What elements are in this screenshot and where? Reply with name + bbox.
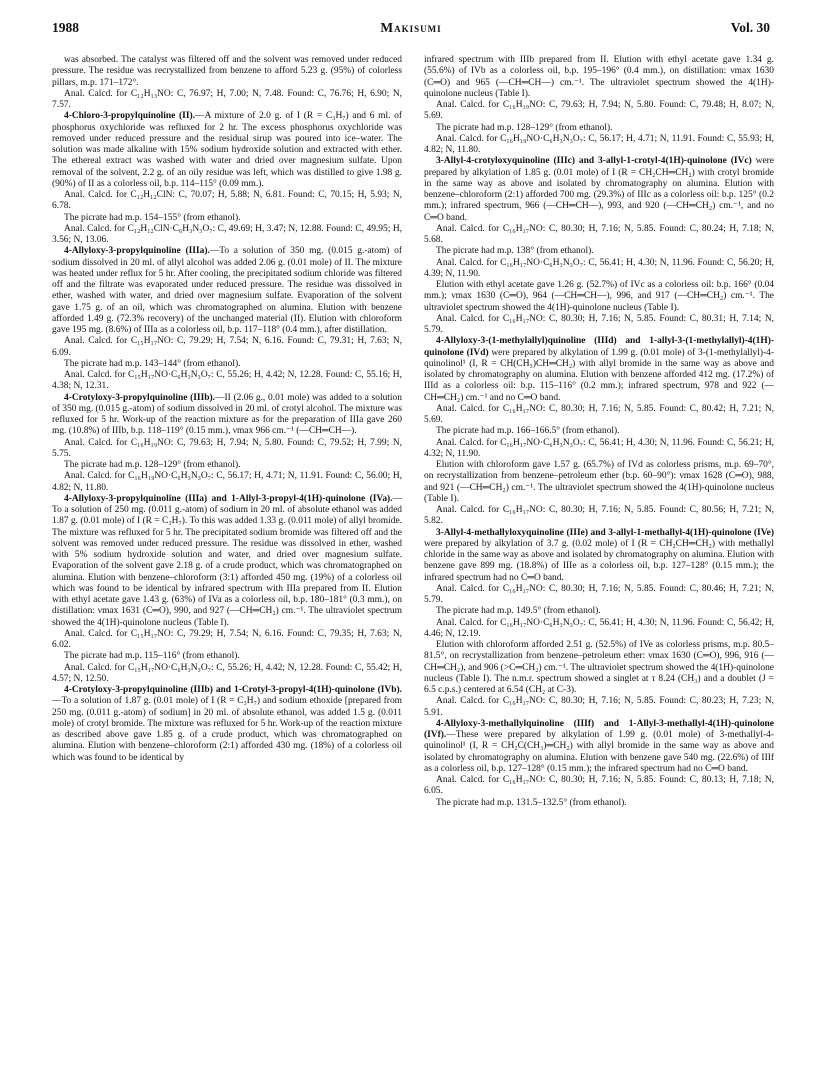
paragraph-text: were prepared by alkylation of 1.85 g. (0.01 mole) of I (R = CH₂CH═CH₂) with crotyl bromide in the same way as above and isolated by chromatography on alumina. Elution with benzene–chloroform (2:1) afforded 700 mg. (29.3%) of IIIc as a colorless oil: b.p. 125° (0.2 mm.); infrared spectrum, 966 (—CH═CH—), 993, and 920 (—CH═CH₂) cm.⁻¹, and no C═O band. [424, 156, 774, 223]
paragraph-text: was absorbed. The catalyst was filtered off and the solvent was removed under reduced pressure. The residue was recrystallized from benzene to afford 5.23 g. (95%) of colorless pillars, m.p. 171–172°. [52, 55, 402, 88]
paragraph-text: Anal. Calcd. for C₁₂H₁₂ClN: C, 70.07; H, 5.88; N, 6.81. Found: C, 70.15; H, 5.93; N, 6.78. [52, 190, 402, 212]
volume-label: Vol. 30 [730, 20, 770, 35]
paragraph [52, 651, 402, 662]
paragraph-text: Anal. Calcd. for C₁₆H₁₉NO·C₆H₃N₃O₇: C, 56.17; H, 4.71; N, 11.91. Found: C, 56.00; H, 4.82; N, 11.80. [52, 471, 402, 493]
paragraph-text: Anal. Calcd. for C₁₆H₁₇NO: C, 80.30; H, 7.16; N, 5.85. Found: C, 80.42; H, 7.21; N, 5.69. [424, 403, 774, 425]
paragraph-text: The picrate had m.p. 138° (from ethanol). [436, 246, 594, 257]
paragraph-heading: 4-Allyloxy-3-propylquinoline (IIIa) and 1-Allyl-3-propyl-4(1H)-quinolone (IVa). [64, 493, 393, 504]
paragraph-text: —To a solution of 1.87 g. (0.01 mole) of I (R = C₃H₇) and sodium ethoxide [prepared from 250 mg. (0.011 g.-atom) of sodium] in 20 ml. of absolute ethanol, was added 1.5 g. (0.011 mole) of crotyl bromide. The mixture was refluxed for 5 hr. Work-up of the reaction mixture as described above gave 1.85 g. of a crude product, which was chromatographed on alumina. Elution with benzene–chloroform (2:1) afforded 430 mg. (18%) of a colorless oil which was found to be identical by [52, 696, 402, 763]
paragraph-heading: 4-Chloro-3-propylquinoline (II). [64, 111, 196, 122]
paragraph-text: were prepared by alkylation of 1.99 g. (0.01 mole) of 3-(1-methylallyl)-4-quinolinol¹ (I, R = CH(CH₃)CH═CH₂) with allyl bromide in the same way as above and isolated by chromatography on alumina. Elution with benzene afforded 412 mg. (17.2%) of IIId as a colorless oil: b.p. 115–116° (0.2 mm.); infrared spectrum, 978 and 922 (—CH═CH₂) cm.⁻¹ and no C═O band. [424, 347, 774, 403]
paragraph [52, 111, 402, 190]
paragraph [424, 224, 774, 247]
paragraph [424, 640, 774, 696]
page-header [52, 20, 770, 40]
paragraph [424, 123, 774, 134]
paragraph-text: infrared spectrum with IIIb prepared from II. Elution with ethyl acetate gave 1.34 g. (55.6%) of IVb as a colorless oil, b.p. 195–196° (0.4 mm.), on distillation: νmax 1630 (C═O) and 965 (—CH═CH—) cm.⁻¹. The ultraviolet spectrum showed the 4(1H)-quinolone nucleus (Table I). [424, 55, 774, 99]
paragraph [424, 246, 774, 257]
paragraph [424, 258, 774, 281]
text-columns [52, 55, 774, 1055]
paragraph-text: Anal. Calcd. for C₁₅H₁₇NO·C₆H₃N₃O₇: C, 55.26; H, 4.42; N, 12.28. Found: C, 55.42; H, 4.57; N, 12.50. [52, 662, 402, 684]
paragraph [52, 370, 402, 393]
paragraph-text: Anal. Calcd. for C₁₆H₁₇NO: C, 80.30; H, 7.16; N, 5.85. Found: C, 80.13; H, 7.18; N, 6.05. [424, 775, 774, 797]
paragraph-text: Anal. Calcd. for C₁₆H₁₇NO: C, 80.30; H, 7.16; N, 5.85. Found: C, 80.31; H, 7.14; N, 5.79. [424, 313, 774, 335]
paragraph-heading: 4-Allyloxy-3-methallylquinoline (IIIf) and 1-Allyl-3-methallyl-4(1H)-quinolone (IVf). [424, 718, 774, 740]
paragraph [52, 246, 402, 336]
paragraph-text: were prepared by alkylation of 3.7 g. (0.02 mole) of I (R = CH₂CH═CH₂) with methallyl chloride in the same way as above and isolated by chromatography on alumina. Elution with benzene gave 899 mg. (18.8%) of IIIe as a colorless oil, b.p. 127–128° (0.15 mm.); the infrared spectrum had no C═O band. [424, 538, 774, 583]
paragraph [424, 280, 774, 314]
paragraph-heading: 3-Allyl-4-crotyloxyquinoline (IIIc) and 3-allyl-1-crotyl-4(1H)-quinolone (IVc) [436, 156, 752, 167]
paragraph [52, 224, 402, 247]
paragraph-text: The picrate had m.p. 166–166.5° (from ethanol). [436, 426, 620, 437]
paragraph [52, 494, 402, 629]
paragraph [424, 100, 774, 123]
paragraph-text: Anal. Calcd. for C₁₆H₁₉NO·C₆H₃N₃O₇: C, 56.17; H, 4.71; N, 11.91. Found: C, 55.93; H, 4.82; N, 11.80. [424, 133, 774, 155]
paragraph [424, 460, 774, 505]
paragraph-text: The picrate had m.p. 154–155° (from ethanol). [64, 212, 241, 223]
paragraph-text: Anal. Calcd. for C₁₆H₁₇NO: C, 80.30; H, 7.16; N, 5.85. Found: C, 80.56; H, 7.21; N, 5.82. [424, 505, 774, 527]
right-column [424, 55, 774, 1055]
paragraph-text: Elution with chloroform gave 1.57 g. (65.7%) of IVd as colorless prisms, m.p. 69–70°, on recrystallization from benzene–petroleum ether (b.p. 60–90°): νmax 1628 (C═O), 988, and 921 (—CH═CH₂) cm.⁻¹. The ultraviolet spectrum showed the 4(1H)-quinolone nucleus (Table I). [424, 460, 774, 504]
paragraph-heading: 4-Crotyloxy-3-propylquinoline (IIIb) and 1-Crotyl-3-propyl-4(1H)-quinolone (IVb). [64, 685, 402, 695]
paragraph [424, 798, 774, 809]
paragraph-text: The picrate had m.p. 128–129° (from ethanol). [64, 460, 241, 470]
paragraph [424, 156, 774, 224]
paragraph-text: Anal. Calcd. for C₁₆H₁₇NO·C₆H₃N₃O₇: C, 56.41; H, 4.30; N, 11.96. Found: C, 56.42; H, 4.46; N, 12.19. [424, 617, 774, 639]
paragraph-text: Anal. Calcd. for C₁₅H₁₇NO: C, 79.29; H, 7.54; N, 6.16. Found: C, 79.31; H, 7.63; N, 6.09. [52, 336, 402, 358]
paragraph-text: Anal. Calcd. for C₁₆H₁₉NO: C, 79.63; H, 7.94; N, 5.80. Found: C, 79.48; H, 8.07; N, 5.69. [424, 100, 774, 122]
paragraph [424, 606, 774, 617]
paragraph [52, 190, 402, 213]
paragraph-text: Anal. Calcd. for C₁₆H₁₇NO: C, 80.30; H, 7.16; N, 5.85. Found: C, 80.23; H, 7.23; N, 5.91. [424, 696, 774, 718]
paragraph [424, 775, 774, 798]
paragraph [52, 89, 402, 112]
paragraph-text: The picrate had m.p. 143–144° (from ethanol). [64, 358, 241, 369]
paragraph-text: Anal. Calcd. for C₁₆H₁₇NO·C₆H₃N₃O₇: C, 56.41; H, 4.30; N, 11.96. Found: C, 56.20; H, 4.39; N, 11.90. [424, 257, 774, 279]
paragraph-text: Anal. Calcd. for C₁₆H₁₇NO: C, 80.30; H, 7.16; N, 5.85. Found: C, 80.46; H, 7.21; N, 5.79. [424, 583, 774, 605]
paragraph-text: —To a solution of 250 mg. (0.011 g.-atom) of sodium in 20 ml. of absolute ethanol was added 1.87 g. (0.01 mole) of I (R = C₃H₇). To this was added 1.33 g. (0.011 mole) of allyl bromide. The mixture was refluxed for 5 hr. The precipitated sodium bromide was filtered off and the solvent was removed under reduced pressure. The residue was dissolved in ether, washed with 5% sodium hydroxide solution and water, and dried over magnesium sulfate. Evaporation of the solvent gave 2.18 g. of a crude product, which was chromatographed on alumina. Elution with benzene–chloroform (3:1) afforded 450 mg. (19%) of a colorless oil which was found to be identical by infrared spectrum with IIIa prepared from II. Elution with ethyl acetate gave 1.43 g. (63%) of IVa as a colorless oil, b.p. 180–181° (0.3 mm.), on distillation: νmax 1631 (C═O), 990, and 927 (—CH═CH₂) cm.⁻¹. The ultraviolet spectrum showed the 4(1H)-quinolone nucleus (Table I). [52, 493, 402, 628]
paragraph-text: Anal. Calcd. for C₁₂H₁₂ClN·C₆H₃N₃O₇: C, 49.69; H, 3.47; N, 12.88. Found: C, 49.95; H, 3.56; N, 13.06. [52, 223, 402, 245]
paragraph [52, 359, 402, 370]
paragraph [424, 336, 774, 404]
paragraph [424, 426, 774, 437]
paragraph [424, 404, 774, 427]
left-column [52, 55, 402, 1055]
paragraph-text: The picrate had m.p. 128–129° (from ethanol). [436, 122, 613, 133]
paragraph [52, 471, 402, 494]
paragraph-text: Anal. Calcd. for C₁₆H₁₉NO: C, 79.63; H, 7.94; N, 5.80. Found: C, 79.52; H, 7.99; N, 5.75. [52, 437, 402, 459]
paragraph [52, 685, 402, 764]
paragraph [424, 134, 774, 157]
page-number: 1988 [52, 20, 79, 35]
paragraph [424, 528, 774, 584]
paragraph-heading: 4-Allyloxy-3-(1-methylallyl)quinoline (IIId) and 1-allyl-3-(1-methylallyl)-4(1H)-quinolone (IVd) [424, 336, 774, 358]
paragraph [424, 314, 774, 337]
paragraph [52, 663, 402, 686]
paragraph-text: Elution with chloroform afforded 2.51 g. (52.5%) of IVe as colorless prisms, m.p. 80.5–81.5°, on recrystallization from benzene–petroleum ether: νmax 1630 (C═O), 996, 916 (—CH═CH₂), and 906 (>C═CH₂) cm.⁻¹. The ultraviolet spectrum showed the 4(1H)-quinolone nucleus (Table I). The n.m.r. spectrum showed a singlet at τ 8.24 (CH₃) and a doublet (J = 6.5 c.p.s.) centered at 6.54 (CH₂ at C-3). [424, 640, 774, 695]
paragraph-heading: 3-Allyl-4-methallyloxyquinoline (IIIe) and 3-allyl-1-methallyl-4(1H)-quinolone (IVe) [436, 527, 774, 538]
paragraph-text: —These were prepared by alkylation of 1.99 g. (0.01 mole) of 3-methallyl-4-quinolinol¹ (I, R = CH₂C(CH₃)═CH₂) with allyl bromide in the same way as above and isolated by chromatography on alumina. Elution with benzene gave 540 mg. (22.6%) of IIIf as a colorless oil, b.p. 127–128° (0.15 mm.); the infrared spectrum had no C═O band. [424, 730, 774, 774]
paragraph-text: Elution with ethyl acetate gave 1.26 g. (52.7%) of IVc as a colorless oil: b.p. 166° (0.04 mm.); νmax 1630 (C═O), 964 (—CH═CH—), 996, and 917 (—CH═CH₂) cm.⁻¹. The ultraviolet spectrum showed the 4(1H)-quinolone nucleus (Table I). [424, 280, 774, 313]
paragraph [52, 213, 402, 224]
paragraph-heading: 4-Allyloxy-3-propylquinoline (IIIa). [64, 246, 210, 257]
paragraph-text: The picrate had m.p. 131.5–132.5° (from ethanol). [436, 797, 627, 808]
paragraph-text: —To a solution of 350 mg. (0.015 g.-atom) of sodium dissolved in 20 ml. of allyl alcohol was added 2.06 g. (0.01 mole) of II. The mixture was heated under reflux for 5 hr. After cooling, the precipitated sodium chloride was filtered off and the filtrate was evaporated under reduced pressure. The residue was dissolved in ether, washed with water, and dried over magnesium sulfate. Evaporation of the solvent gave 1.75 g. of an oil, which was chromatographed on alumina. Elution with benzene afforded 1.49 g. (72.3% recovery) of the unchanged material (II). Elution with chloroform gave 195 mg. (8.6%) of IIIa as a colorless oil, b.p. 117–118° (0.4 mm.), after distillation. [52, 246, 402, 335]
paragraph [52, 393, 402, 438]
paragraph [424, 584, 774, 607]
paragraph-heading: 4-Crotyloxy-3-propylquinoline (IIIb). [64, 392, 216, 403]
paragraph-text: Anal. Calcd. for C₁₂H₁₃NO: C, 76.97; H, 7.00; N, 7.48. Found: C, 76.76; H, 6.90; N, 7.57. [52, 88, 402, 110]
paragraph-text: —A mixture of 2.0 g. of I (R = C₃H₇) and 6 ml. of phosphorus oxychloride was refluxed for 2 hr. The excess phosphorus oxychloride was removed under reduced pressure and the residual sirup was poured into ice–water. The solution was made alkaline with 15% sodium hydroxide solution and extracted with ether. The ethereal extract was washed with water and dried over magnesium sulfate. Upon removal of the solvent, 2.2 g. of an oily residue was left, which was distilled to give 1.98 g. (90%) of II as a colorless oil, b.p. 114–115° (0.09 mm.). [52, 111, 403, 189]
paragraph-text: Anal. Calcd. for C₁₆H₁₇NO·C₆H₃N₃O₇: C, 56.41; H, 4.30; N, 11.96. Found: C, 56.21; H, 4.32; N, 11.90. [424, 437, 774, 459]
paragraph-text: Anal. Calcd. for C₁₅H₁₇NO·C₆H₃N₃O₇: C, 55.26; H, 4.42; N, 12.28. Found: C, 55.16; H, 4.38; N, 12.31. [52, 370, 402, 392]
paragraph-text: The picrate had m.p. 149.5° (from ethanol). [436, 606, 601, 617]
paragraph [52, 460, 402, 471]
paragraph [52, 629, 402, 652]
paragraph-text: Anal. Calcd. for C₁₅H₁₇NO: C, 79.29; H, 7.54; N, 6.16. Found: C, 79.35; H, 7.63; N, 6.02. [52, 628, 402, 650]
paragraph [424, 618, 774, 641]
paragraph-text: Anal. Calcd. for C₁₆H₁₇NO: C, 80.30; H, 7.16; N, 5.85. Found: C, 80.24; H, 7.18; N, 5.68. [424, 223, 774, 245]
paragraph-text: —II (2.06 g., 0.01 mole) was added to a solution of 350 mg. (0.015 g.-atom) of sodium dissolved in 20 ml. of crotyl alcohol. The mixture was refluxed for 5 hr. Work-up of the reaction mixture as for the preparation of IIIa gave 260 mg. (10.8%) of IIIb, b.p. 118–119° (0.15 mm.), νmax 966 cm.⁻¹ (—CH═CH—). [52, 392, 402, 437]
paragraph [424, 505, 774, 528]
paragraph [424, 696, 774, 719]
paragraph [424, 438, 774, 461]
paragraph [424, 55, 774, 100]
paragraph [52, 55, 402, 89]
paragraph [424, 719, 774, 775]
paragraph [52, 336, 402, 359]
running-head: Makisumi [380, 20, 442, 35]
paragraph-text: The picrate had m.p. 115–116° (from ethanol). [64, 651, 240, 662]
paragraph [52, 438, 402, 461]
